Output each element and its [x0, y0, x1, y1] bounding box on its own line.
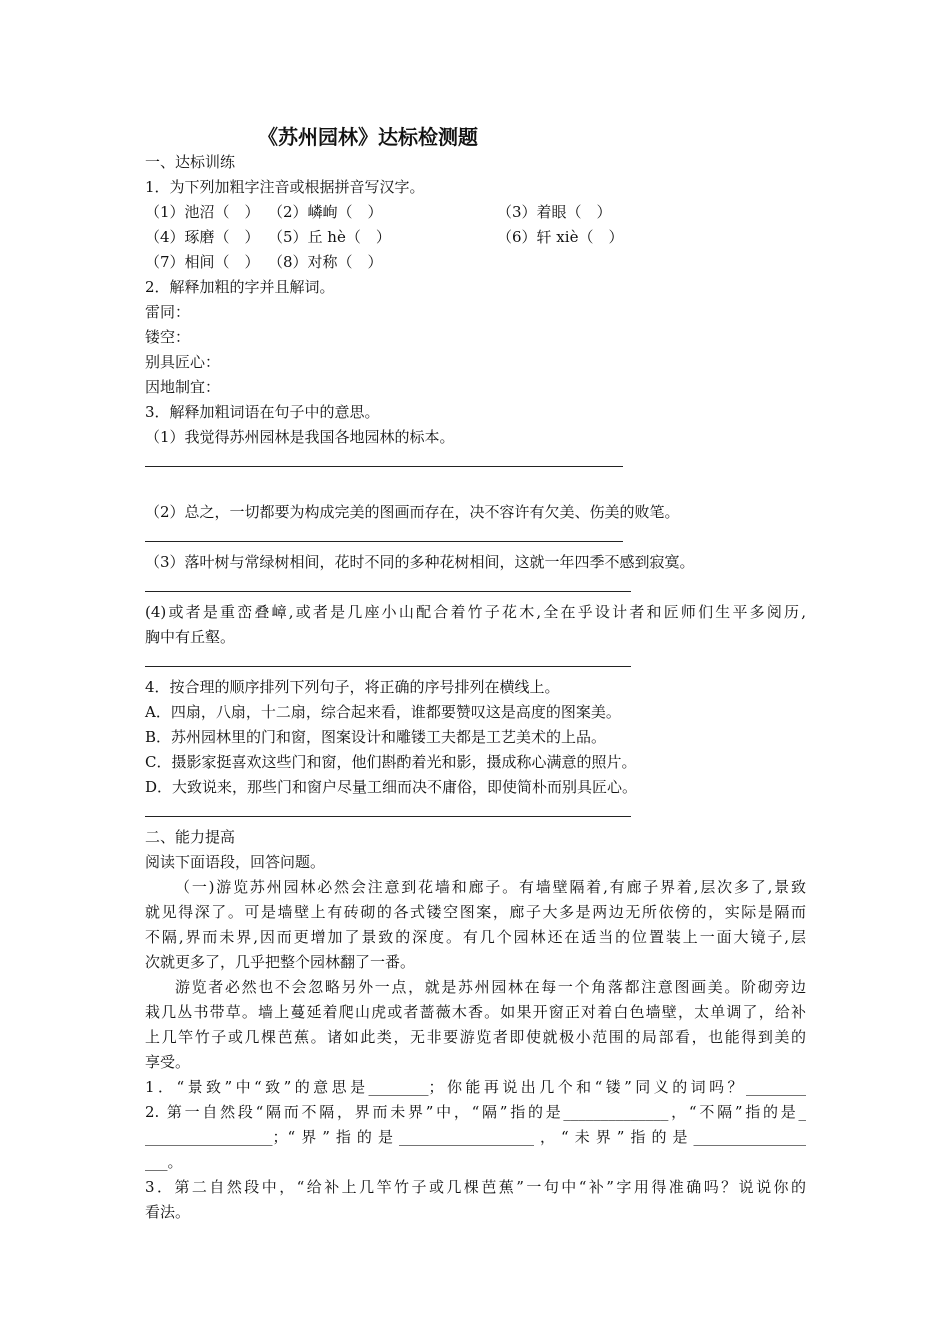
reading-intro: 阅读下面语段，回答问题。: [145, 853, 326, 871]
answer-line-3[interactable]: [145, 591, 631, 592]
answer-line-2[interactable]: [145, 541, 623, 542]
passage-p1-line-2: 就见得深了。可是墙壁上有砖砌的各式镂空图案，廊子大多是两边无所依傍的，实际是隔而: [145, 903, 806, 921]
sentence-4-line-2: 胸中有丘壑。: [145, 628, 236, 646]
section-heading-training: 一、达标训练: [145, 153, 236, 171]
reading-question-2-line-2: _________________；“界”指的是__________________，“未界”指的是_______________: [145, 1128, 806, 1146]
reading-question-1: 1．“景致”中“致”的意思是________；你能再说出几个和“镂”同义的词吗？________: [145, 1078, 806, 1096]
reading-question-3-line-2: 看法。: [145, 1203, 191, 1221]
pinyin-item-6: （6）轩 xiè（ ）: [497, 228, 624, 246]
reading-question-2-line-3: ___。: [145, 1153, 183, 1171]
answer-line-4[interactable]: [145, 666, 631, 667]
passage-p2-line-4: 享受。: [145, 1053, 191, 1071]
option-d: D．大致说来，那些门和窗户尽量工细而决不庸俗，即使简朴而别具匠心。: [145, 778, 638, 796]
sentence-3: （3）落叶树与常绿树相间，花时不同的多种花树相间，这就一年四季不感到寂寞。: [145, 553, 695, 571]
option-a: A．四扇，八扇，十二扇，综合起来看，谁都要赞叹这是高度的图案美。: [145, 703, 621, 721]
question-1-prompt: 1．为下列加粗字注音或根据拼音写汉字。: [145, 178, 425, 196]
passage-p2-line-1: 游览者必然也不会忽略另外一点，就是苏州园林在每一个角落都注意图画美。阶砌旁边: [175, 978, 806, 996]
passage-p1-line-1: （一)游览苏州园林必然会注意到花墙和廊子。有墙壁隔着,有廊子界着,层次多了,景致: [175, 878, 806, 896]
answer-line-1[interactable]: [145, 466, 623, 467]
pinyin-item-8: （8）对称（ ）: [268, 253, 383, 271]
pinyin-item-3: （3）着眼（ ）: [497, 203, 612, 221]
term-yindizhiyi: 因地制宜：: [145, 378, 221, 396]
passage-p2-line-3: 上几竿竹子或几棵芭蕉。诸如此类，无非要游览者即使就极小范围的局部看，也能得到美的: [145, 1028, 806, 1046]
question-2-prompt: 2．解释加粗的字并且解词。: [145, 278, 335, 296]
section-heading-improve: 二、能力提高: [145, 828, 236, 846]
option-b: B．苏州园林里的门和窗，图案设计和雕镂工夫都是工艺美术的上品。: [145, 728, 607, 746]
sentence-4-line-1: (4)或者是重峦叠嶂,或者是几座小山配合着竹子花木,全在乎设计者和匠师们生平多阅历,: [145, 603, 806, 621]
pinyin-item-1: （1）池沼（ ）: [145, 203, 260, 221]
answer-line-5[interactable]: [145, 816, 631, 817]
term-biejujiangxin: 别具匠心：: [145, 353, 221, 371]
reading-question-2-line-1: 2. 第一自然段“隔而不隔，界而未界”中，“隔”指的是______________，“不隔”指的是_: [145, 1103, 806, 1121]
pinyin-item-2: （2）嶙峋（ ）: [268, 203, 383, 221]
sentence-2: （2）总之，一切都要为构成完美的图画而存在，决不容许有欠美、伤美的败笔。: [145, 503, 680, 521]
page-title: 《苏州园林》达标检测题: [258, 125, 478, 149]
question-4-prompt: 4．按合理的顺序排列下列句子，将正确的序号排列在横线上。: [145, 678, 560, 696]
passage-p2-line-2: 栽几丛书带草。墙上蔓延着爬山虎或者蔷薇木香。如果开窗正对着白色墙壁，太单调了，给补: [145, 1003, 806, 1021]
sentence-1: （1）我觉得苏州园林是我国各地园林的标本。: [145, 428, 455, 446]
pinyin-item-5: （5）丘 hè（ ）: [268, 228, 391, 246]
passage-p1-line-3: 不隔,界而未界,因而更增加了景致的深度。有几个园林还在适当的位置装上一面大镜子,层: [145, 928, 806, 946]
term-leitong: 雷同：: [145, 303, 191, 321]
option-c: C．摄影家挺喜欢这些门和窗，他们斟酌着光和影，摄成称心满意的照片。: [145, 753, 637, 771]
question-3-prompt: 3．解释加粗词语在句子中的意思。: [145, 403, 380, 421]
passage-p1-line-4: 次就更多了，几乎把整个园林翻了一番。: [145, 953, 416, 971]
pinyin-item-4: （4）琢磨（ ）: [145, 228, 260, 246]
term-loukong: 镂空：: [145, 328, 191, 346]
pinyin-item-7: （7）相间（ ）: [145, 253, 260, 271]
reading-question-3-line-1: 3．第二自然段中，“给补上几竿竹子或几棵芭蕉”一句中“补”字用得准确吗？说说你的: [145, 1178, 806, 1196]
